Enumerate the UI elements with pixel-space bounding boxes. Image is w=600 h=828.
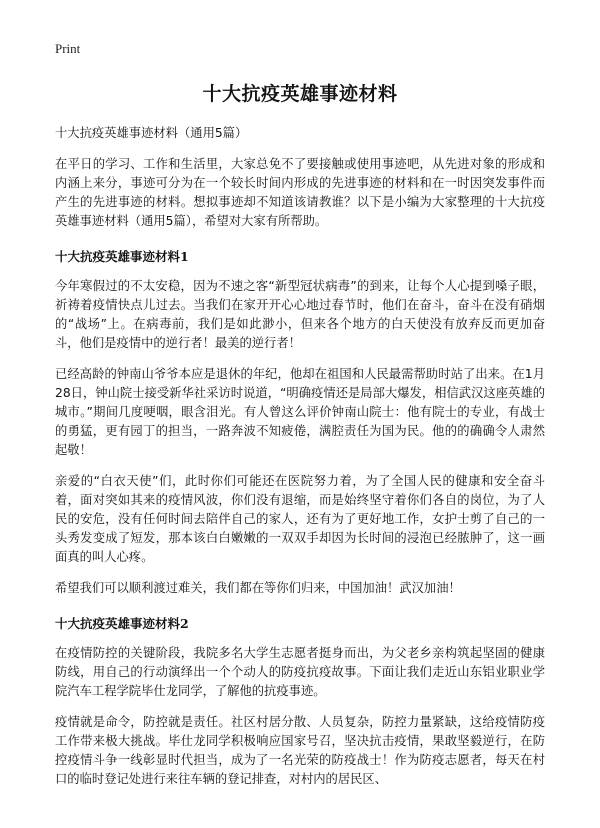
document-title: 十大抗疫英雄事迹材料	[202, 83, 398, 105]
section-1-paragraph: 希望我们可以顺利渡过难关，我们都在等你们归来，中国加油！武汉加油！	[55, 581, 461, 595]
section-1-paragraph: 亲爱的“白衣天使”们，此时你们可能还在医院努力着，为了全国人民的健康和安全奋斗着，面对突如其来的疫情风波，你们没有退缩，而是始终坚守着你们各自的岗位，为了人民的安危，没有任何时间去陪伴自己的家人，还有为了更好地工作，女护士剪了自己的一头秀发变成了短发，那本该白白嫩嫩的一双双手却因为长时间的浸泡已经脓肿了，这一画面真的叫人心疼。	[55, 474, 545, 564]
section-2-paragraph: 在疫情防控的关键阶段，我院多名大学生志愿者挺身而出，为父老乡亲构筑起坚固的健康防线，用自己的行动演绎出一个个动人的防疫抗疫故事。下面让我们走近山东铝业职业学院汽车工程学院毕仕龙同学，了解他的抗疫事迹。	[55, 646, 545, 698]
section-1-paragraph: 今年寒假过的不太安稳，因为不速之客“新型冠状病毒”的到来，让每个人心提到嗓子眼，祈祷着疫情快点儿过去。当我们在家开开心心地过春节时，他们在奋斗，奋斗在没有硝烟的“战场”上。在病毒前，我们是如此渺小，但来各个地方的白天使没有放弃反而更加奋斗，他们是疫情中的逆行者！最美的逆行者！	[55, 279, 545, 350]
intro-paragraph: 在平日的学习、工作和生活里，大家总免不了要接触或使用事迹吧，从先进对象的形成和内涵上来分，事迹可分为在一个较长时间内形成的先进事迹的材料和在一时因突发事件而产生的先进事迹的材料。想拟事迹却不知道该请教谁？以下是小编为大家整理的十大抗疫英雄事迹材料（通用5篇），希望对大家有所帮助。	[55, 157, 545, 228]
section-heading-2: 十大抗疫英雄事迹材料2	[55, 616, 189, 631]
section-heading-1: 十大抗疫英雄事迹材料1	[55, 249, 189, 264]
print-link[interactable]: Print	[55, 41, 81, 56]
section-1-paragraph: 已经高龄的钟南山爷爷本应是退休的年纪，他却在祖国和人民最需帮助时站了出来。在1月28日，钟山院士接受新华社采访时说道，“明确疫情还是局部大爆发，相信武汉这座英雄的城市。”期间几度哽咽，眼含泪光。有人曾这么评价钟南山院士：他有院士的专业，有战士的勇猛，更有园丁的担当，一路奔波不知疲倦，满腔责任为国为民。他的的确确令人肃然起敬！	[55, 367, 545, 457]
document-subtitle: 十大抗疫英雄事迹材料（通用5篇）	[55, 126, 248, 140]
section-2-paragraph: 疫情就是命令，防控就是责任。社区村居分散、人员复杂，防控力量紧缺，这给疫情防疫工作带来极大挑战。毕仕龙同学积极响应国家号召，坚决抗击疫情，果敢坚毅逆行，在防控疫情斗争一线彰显时代担当，成为了一名光荣的防疫战士！作为防疫志愿者，每天在村口的临时登记处进行来往车辆的登记排查，对村内的居民区、	[55, 715, 545, 786]
